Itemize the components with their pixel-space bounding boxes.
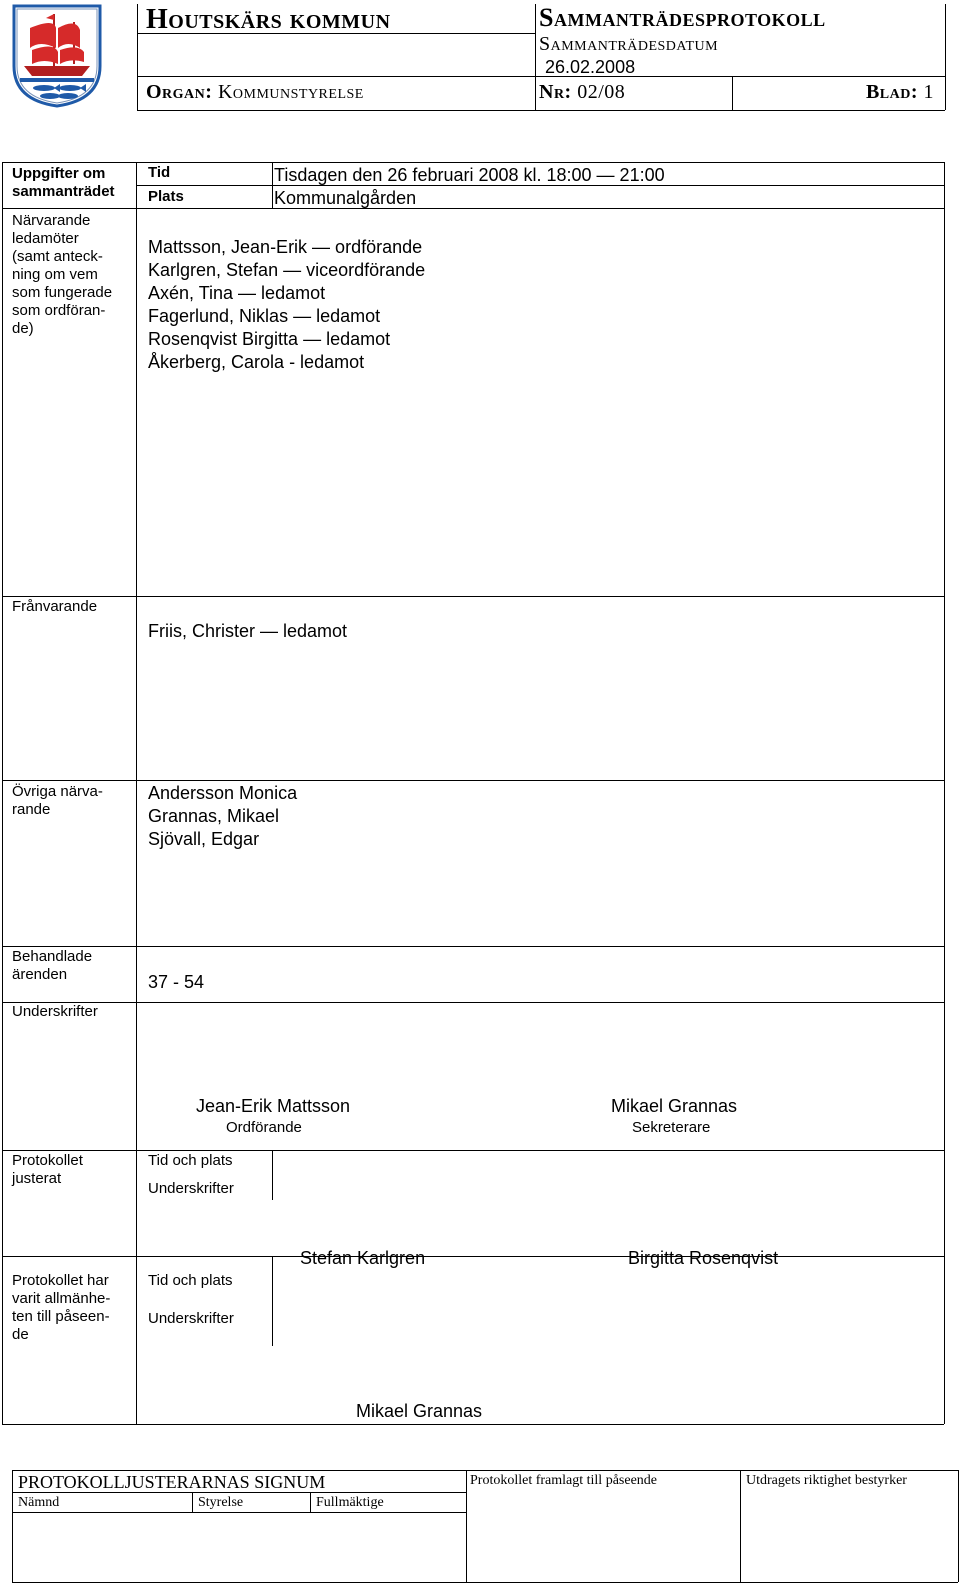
present-members-list (148, 236, 425, 374)
footer-col-fullmaktige: Fullmäktige (316, 1495, 384, 1510)
coat-of-arms-icon (10, 4, 104, 108)
signatures-label: Underskrifter (12, 1003, 98, 1020)
meeting-date-label: Sammanträdesdatum (539, 33, 719, 55)
list-item: Fagerlund, Niklas — ledamot (148, 306, 381, 326)
meeting-date: 26.02.2008 (545, 57, 636, 77)
plats-value: Kommunalgården (274, 188, 417, 208)
blad-value: 1 (923, 81, 934, 103)
list-item: Grannas, Mikael (148, 806, 280, 826)
absent-label: Frånvarande (12, 598, 98, 615)
list-item: Mattsson, Jean-Erik — ordförande (148, 237, 423, 257)
list-item: Axén, Tina — ledamot (148, 283, 326, 303)
list-item: Friis, Christer — ledamot (148, 621, 348, 641)
list-item: Rosenqvist Birgitta — ledamot (148, 329, 391, 349)
adjuster-1-name: Stefan Karlgren (300, 1248, 426, 1268)
blad-label: Blad: (865, 81, 918, 103)
present-label: Närvarande ledamöter (samt anteck- ning om vem som fungerade som ordföran- de) (12, 212, 113, 337)
signer-secretary-name: Mikael Grannas (611, 1096, 738, 1116)
footer-riktighet: Utdragets riktighet bestyrker (746, 1473, 907, 1488)
organ-value: Kommunstyrelse (217, 81, 364, 103)
municipality-name: Houtskärs kommun (146, 4, 391, 35)
adjuster-2-name: Birgitta Rosenqvist (628, 1248, 779, 1268)
document-type: Sammanträdesprotokoll (539, 3, 826, 32)
list-item: Åkerberg, Carola - ledamot (148, 352, 365, 372)
footer-col-styrelse: Styrelse (198, 1495, 244, 1510)
absent-members-list (148, 620, 347, 643)
others-members-list (148, 782, 297, 851)
signer-chair-name: Jean-Erik Mattsson (196, 1096, 351, 1116)
justerat-signatures: Underskrifter (148, 1180, 234, 1197)
nr-value: 02/08 (577, 81, 626, 103)
public-label: Protokollet har varit allmänhe- ten till påseen- de (12, 1272, 111, 1343)
organ-field (146, 79, 364, 105)
footer-col-namnd: Nämnd (18, 1495, 60, 1510)
tid-value: Tisdagen den 26 februari 2008 kl. 18:00 — 21:00 (274, 165, 665, 185)
signer-secretary-role: Sekreterare (632, 1119, 711, 1136)
handled-label: Behandlade ärenden (12, 948, 93, 983)
organ-label: Organ: (146, 81, 213, 103)
public-time-place: Tid och plats (148, 1272, 233, 1289)
public-signer-name: Mikael Grannas (356, 1401, 483, 1421)
plats-label: Plats (148, 188, 184, 205)
footer-framlagt: Protokollet framlagt till påseende (470, 1473, 658, 1488)
justerat-time-place: Tid och plats (148, 1152, 233, 1169)
justerat-label: Protokollet justerat (12, 1152, 83, 1187)
signer-chair-role: Ordförande (226, 1119, 302, 1136)
list-item: Andersson Monica (148, 783, 298, 803)
public-signatures: Underskrifter (148, 1310, 234, 1327)
signum-title: PROTOKOLLJUSTERARNAS SIGNUM (18, 1472, 326, 1492)
list-item: Karlgren, Stefan — viceordförande (148, 260, 426, 280)
others-label: Övriga närva- rande (12, 783, 103, 818)
list-item: Sjövall, Edgar (148, 829, 260, 849)
tid-label: Tid (148, 164, 171, 181)
nr-field (539, 79, 625, 105)
blad-field (866, 79, 934, 105)
handled-value: 37 - 54 (148, 972, 205, 992)
section-label: Uppgifter om sammanträdet (12, 165, 115, 200)
nr-label: Nr: (539, 81, 572, 103)
